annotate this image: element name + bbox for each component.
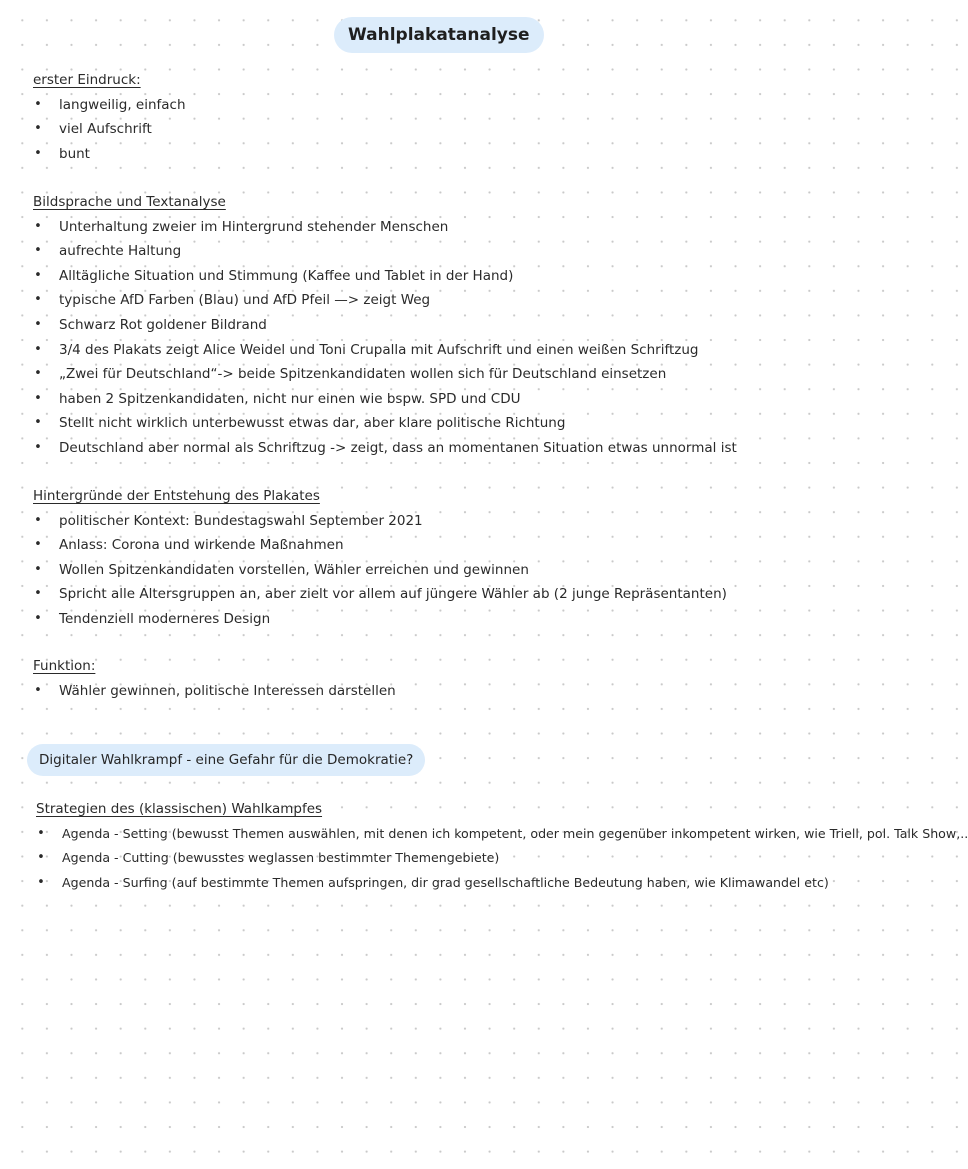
list-item: • aufrechte Haltung xyxy=(33,239,737,264)
list-item: • Spricht alle Altersgruppen an, aber zielt vor allem auf jüngere Wähler ab (2 junge Repräsentanten) xyxy=(33,582,727,607)
bullet-list xyxy=(36,822,968,896)
list-item: • viel Aufschrift xyxy=(33,117,186,142)
subtitle-highlight: Digitaler Wahlkrampf - eine Gefahr für die Demokratie? xyxy=(27,744,425,776)
section-imagery-text-analysis xyxy=(33,190,737,461)
list-item: • Wähler gewinnen, politische Interessen darstellen xyxy=(33,679,396,704)
bullet-icon: • xyxy=(37,874,45,890)
bullet-icon: • xyxy=(34,292,42,308)
bullet-icon: • xyxy=(34,218,42,234)
list-item: • Unterhaltung zweier im Hintergrund stehender Menschen xyxy=(33,215,737,240)
bullet-icon: • xyxy=(37,825,45,841)
bullet-list xyxy=(33,215,737,461)
section-function xyxy=(33,654,396,703)
section-heading: Funktion: xyxy=(33,658,96,674)
list-item: • Anlass: Corona und wirkende Maßnahmen xyxy=(33,533,727,558)
bullet-icon: • xyxy=(34,537,42,553)
bullet-icon: • xyxy=(37,850,45,866)
bullet-icon: • xyxy=(34,682,42,698)
bullet-icon: • xyxy=(34,341,42,357)
bullet-icon: • xyxy=(34,243,42,259)
bullet-icon: • xyxy=(34,415,42,431)
section-background xyxy=(33,484,727,632)
bullet-icon: • xyxy=(34,145,42,161)
bullet-icon: • xyxy=(34,439,42,455)
bullet-icon: • xyxy=(34,561,42,577)
section-strategies xyxy=(36,797,968,895)
list-item: • Agenda - Cutting (bewusstes weglassen bestimmter Themengebiete) xyxy=(36,846,968,871)
list-item: • Agenda - Surfing (auf bestimmte Themen aufspringen, dir grad gesellschaftliche Bedeutung haben, wie Klimawandel etc) xyxy=(36,871,968,896)
page-title: Wahlplakatanalyse xyxy=(334,17,544,53)
list-item: • politischer Kontext: Bundestagswahl September 2021 xyxy=(33,509,727,534)
list-item: • Tendenziell moderneres Design xyxy=(33,607,727,632)
bullet-icon: • xyxy=(34,316,42,332)
section-heading: Bildsprache und Textanalyse xyxy=(33,194,226,210)
bullet-icon: • xyxy=(34,512,42,528)
bullet-list xyxy=(33,93,186,167)
bullet-icon: • xyxy=(34,390,42,406)
list-item: • Wollen Spitzenkandidaten vorstellen, Wähler erreichen und gewinnen xyxy=(33,558,727,583)
list-item: • haben 2 Spitzenkandidaten, nicht nur einen wie bspw. SPD und CDU xyxy=(33,387,737,412)
bullet-list xyxy=(33,679,396,704)
list-item: • Deutschland aber normal als Schriftzug -> zeigt, dass an momentanen Situation etwas unnormal ist xyxy=(33,436,737,461)
bullet-icon: • xyxy=(34,366,42,382)
list-item: • langweilig, einfach xyxy=(33,93,186,118)
list-item: • „Zwei für Deutschland“-> beide Spitzenkandidaten wollen sich für Deutschland einsetzen xyxy=(33,362,737,387)
list-item: • bunt xyxy=(33,142,186,167)
list-item: • Agenda - Setting (bewusst Themen auswählen, mit denen ich kompetent, oder mein gegenüber inkompetent wirken, wie Triell, pol. Talk Show,.. xyxy=(36,822,968,847)
bullet-list xyxy=(33,509,727,632)
list-item: • Alltägliche Situation und Stimmung (Kaffee und Tablet in der Hand) xyxy=(33,264,737,289)
section-heading: erster Eindruck: xyxy=(33,72,141,88)
bullet-icon: • xyxy=(34,267,42,283)
section-heading: Hintergründe der Entstehung des Plakates xyxy=(33,488,320,504)
list-item: • Schwarz Rot goldener Bildrand xyxy=(33,313,737,338)
list-item: • 3/4 des Plakats zeigt Alice Weidel und Toni Crupalla mit Aufschrift und einen weißen Schriftzug xyxy=(33,338,737,363)
bullet-icon: • xyxy=(34,121,42,137)
section-heading: Strategien des (klassischen) Wahlkampfes xyxy=(36,801,323,817)
section-first-impression xyxy=(33,68,186,166)
list-item: • typische AfD Farben (Blau) und AfD Pfeil —> zeigt Weg xyxy=(33,288,737,313)
bullet-icon: • xyxy=(34,96,42,112)
bullet-icon: • xyxy=(34,586,42,602)
list-item: • Stellt nicht wirklich unterbewusst etwas dar, aber klare politische Richtung xyxy=(33,411,737,436)
bullet-icon: • xyxy=(34,610,42,626)
